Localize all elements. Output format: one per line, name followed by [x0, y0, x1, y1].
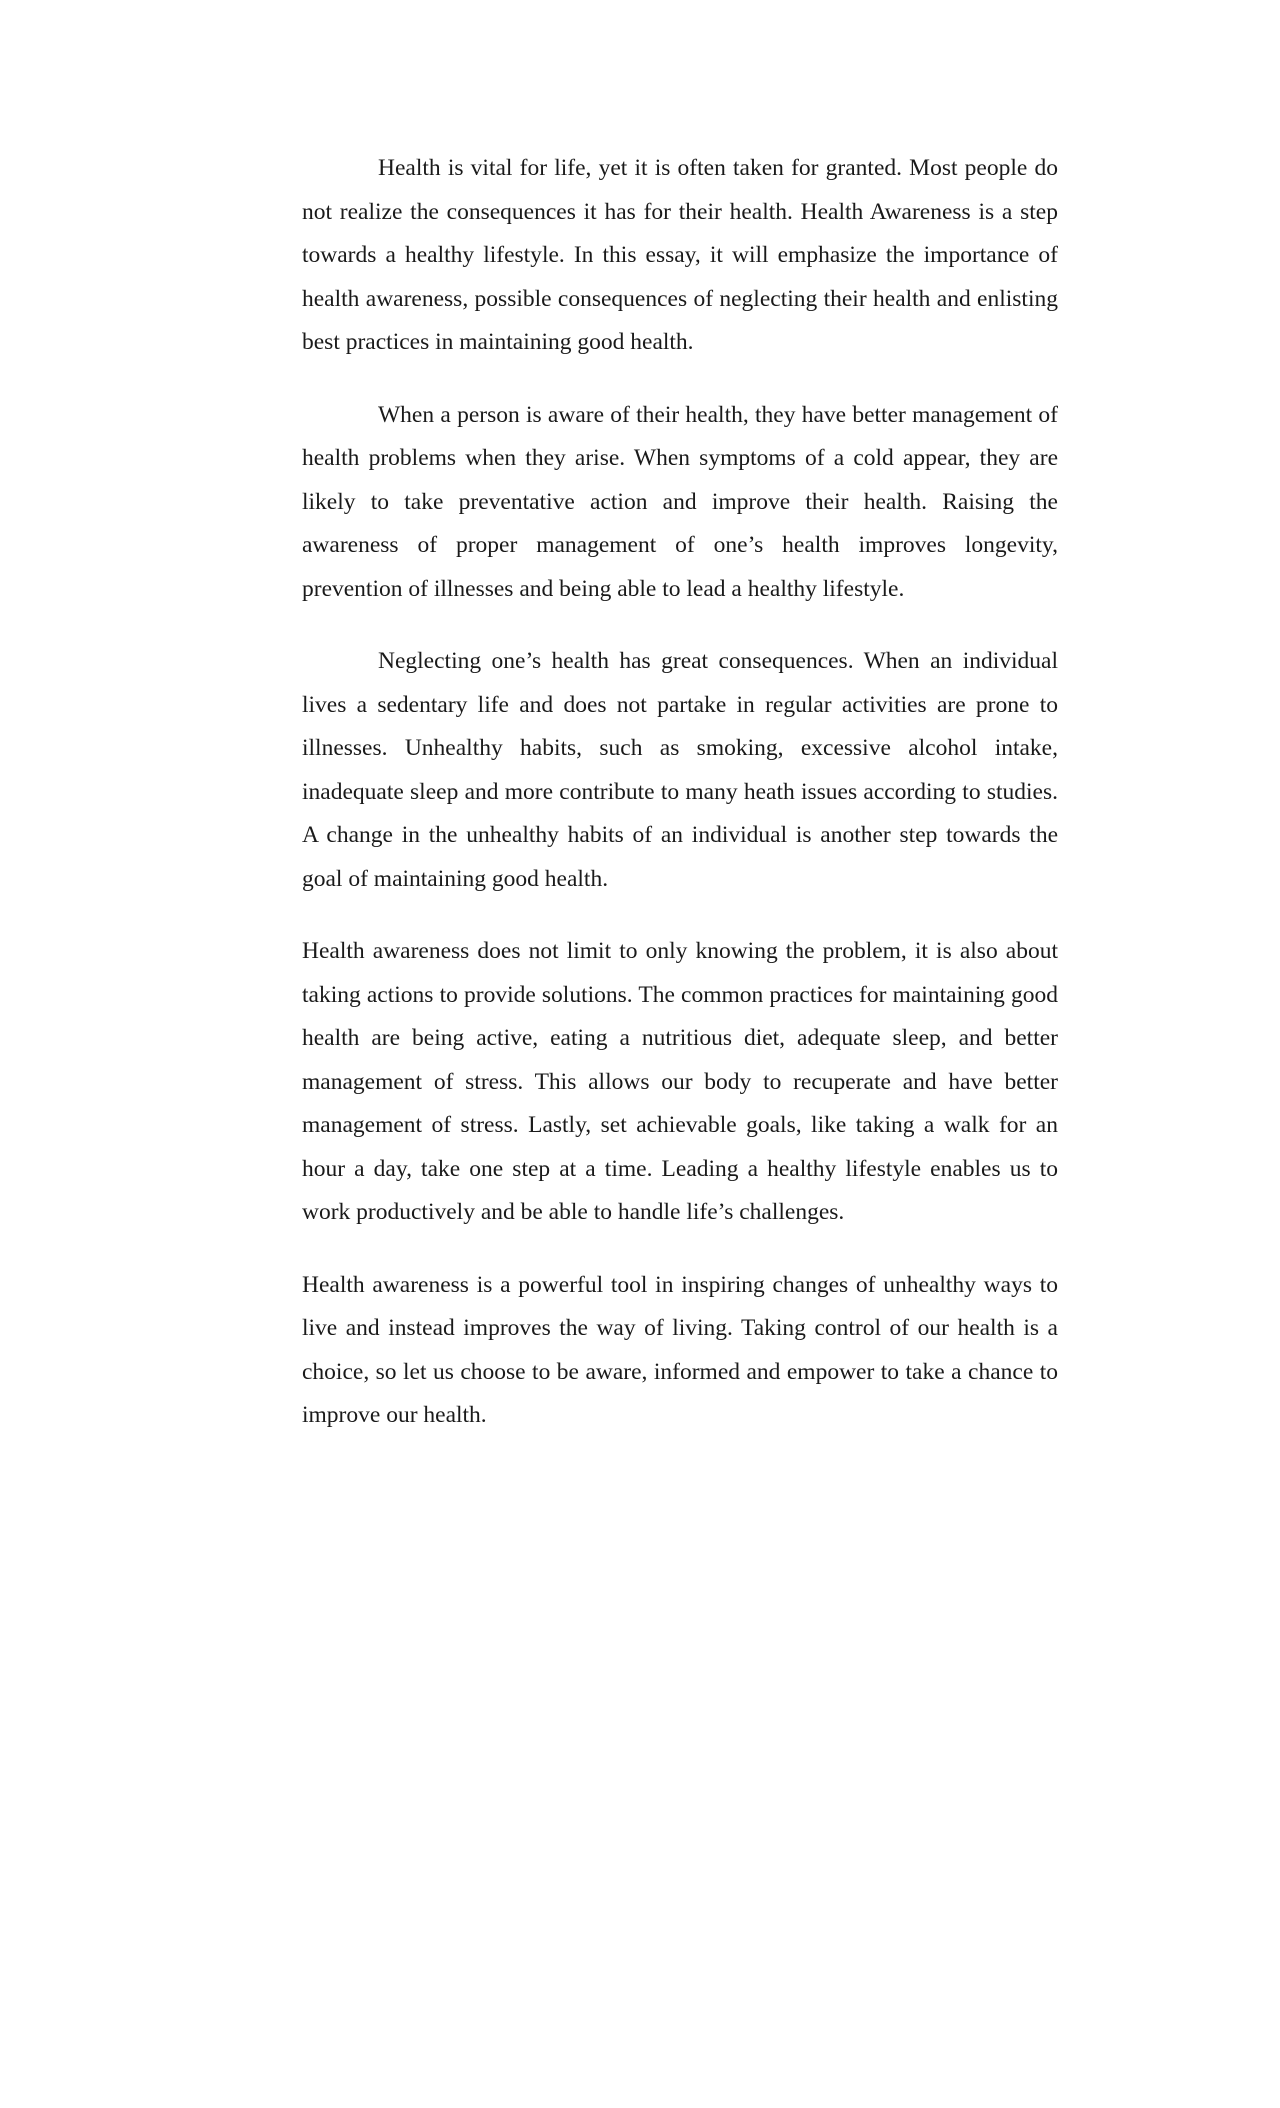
- paragraph-neglect-consequences: Neglecting one’s health has great consequences. When an individual lives a sedentary life and does not partake in regular activities are prone to illnesses. Unhealthy habits, such as smoking, excessive alcohol intake, inadequate sleep and more contribute to many heath issues according to studies. A change in the unhealthy habits of an individual is another step towards the goal of maintaining good health.: [302, 648, 1058, 892]
- paragraph-awareness-benefits: When a person is aware of their health, they have better management of health problems when they arise. When symptoms of a cold appear, they are likely to take preventative action and improve their health. Raising the awareness of proper management of one’s health improves longevity, prevention of illnesses and being able to lead a healthy lifestyle.: [302, 401, 1058, 602]
- paragraph-conclusion: Health awareness is a powerful tool in inspiring changes of unhealthy ways to live and instead improves the way of living. Taking control of our health is a choice, so let us choose to be aware, informed and empower to take a chance to improve our health.: [302, 1271, 1058, 1428]
- paragraph-introduction: Health is vital for life, yet it is often taken for granted. Most people do not realize the consequences it has for their health. Health Awareness is a step towards a healthy lifestyle. In this essay, it will emphasize the importance of health awareness, possible consequences of neglecting their health and enlisting best practices in maintaining good health.: [302, 155, 1058, 355]
- paragraph-best-practices: Health awareness does not limit to only knowing the problem, it is also about taking actions to provide solutions. The common practices for maintaining good health are being active, eating a nutritious diet, adequate sleep, and better management of stress. This allows our body to recuperate and have better management of stress. Lastly, set achievable goals, like taking a walk for an hour a day, take one step at a time. Leading a healthy lifestyle enables us to work productively and be able to handle life’s challenges.: [302, 938, 1058, 1225]
- essay-body: [302, 147, 1058, 1467]
